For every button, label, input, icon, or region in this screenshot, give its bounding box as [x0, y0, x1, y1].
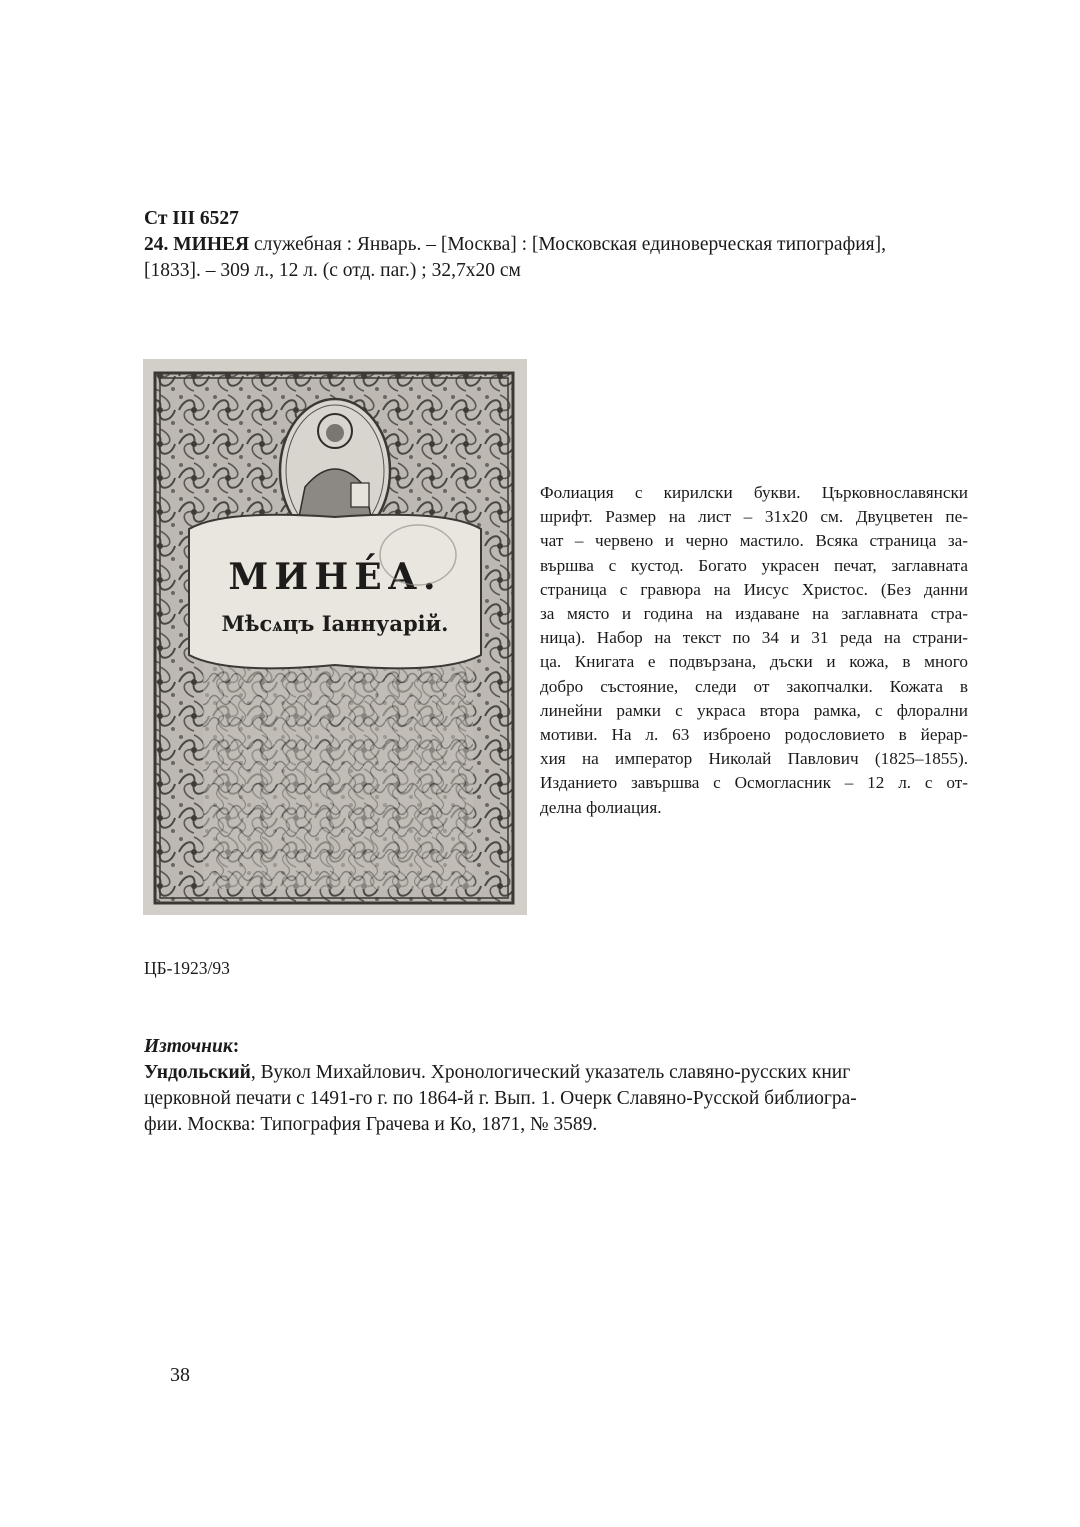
source-line [144, 1060, 944, 1086]
description-line: добро състояние, следи от закопчалки. Кожата в [540, 676, 968, 696]
source-line: фии. Москва: Типография Грачева и Ко, 1871, № 3589. [144, 1114, 598, 1135]
catalog-entry-header [144, 206, 974, 284]
description-line: мотиви. На л. 63 изброено родословието в йерар- [540, 725, 968, 745]
description-line: линейни рамки с украса втора рамка, с флорални [540, 700, 968, 720]
description-line: страница с гравюра на Иисус Христос. (Без данни [540, 579, 968, 599]
description-line: вършва с кустод. Богато украсен печат, заглавната [540, 555, 968, 575]
entry-title-line [144, 232, 974, 258]
source-line: церковной печати с 1491-го г. по 1864-й г. Вып. 1. Очерк Славяно-Русской библиогра- [144, 1088, 857, 1109]
entry-title-rest: служебная : Январь. – [Москва] : [Московская единоверческая типография], [249, 234, 886, 255]
shelfmark: ЦБ-1923/93 [144, 958, 230, 978]
description-line: ница). Набор на текст по 34 и 31 реда на страни- [540, 628, 968, 648]
shelf-code: Ст III 6527 [144, 208, 239, 229]
description-line: хия на император Николай Павлович (1825–1855). [540, 749, 968, 769]
description-line: шрифт. Размер на лист – 31х20 см. Двуцветен пе- [540, 507, 968, 527]
page-number: 38 [170, 1364, 190, 1386]
description-line: Фолиация с кирилски букви. Църковнославянски [540, 483, 968, 502]
description-line: делна фолиация. [540, 797, 662, 817]
entry-imprint-line: [1833]. – 309 л., 12 л. (с отд. паг.) ; 32,7х20 см [144, 260, 521, 281]
source-label: Източник [144, 1036, 233, 1057]
description-line: чат – червено и черно мастило. Всяка страница за- [540, 531, 968, 551]
description-line: Изданието завършва с Осмогласник – 12 л. с от- [540, 773, 968, 793]
description-paragraph [540, 481, 968, 820]
plate-subtitle: Мѣсѧцъ Іаннуарій. [221, 611, 449, 636]
source-colon: : [232, 1036, 240, 1057]
description-line: ца. Книгата е подвързана, дъски и кожа, в много [540, 652, 968, 672]
plate-title: МИНЕ́А. [228, 556, 442, 598]
source-heading [144, 1034, 944, 1060]
title-page-photo [143, 359, 527, 915]
source-line-rest: , Вукол Михайлович. Хронологический указатель славяно-русских книг [250, 1062, 851, 1083]
engraving-illustration [143, 359, 527, 915]
source-author: Ундольский [144, 1062, 251, 1083]
source-block [144, 1034, 944, 1138]
description-line: за място и година на издаване на заглавната стра- [540, 604, 968, 624]
entry-number-title: 24. МИНЕЯ [144, 234, 250, 255]
